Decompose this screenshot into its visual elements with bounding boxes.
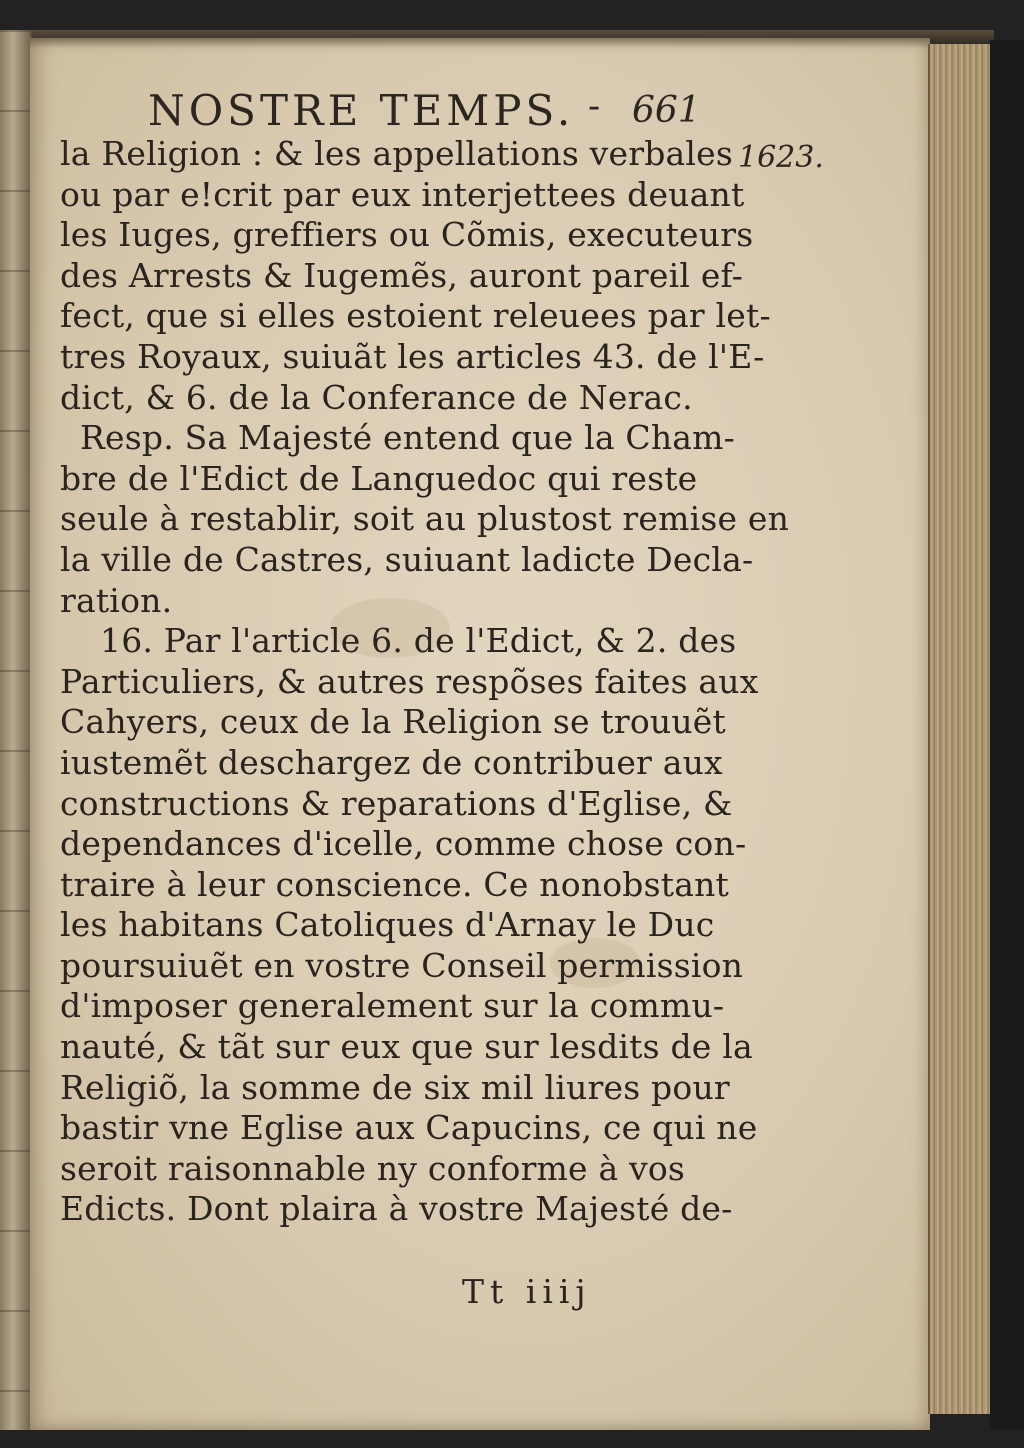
text-line: traire à leur conscience. Ce nonobstant <box>60 864 729 904</box>
text-line: nauté, & tãt sur eux que sur lesdits de la <box>60 1027 753 1067</box>
text-line: tres Royaux, suiuãt les articles 43. de l'E- <box>60 336 765 376</box>
text-line: bre de l'Edict de Languedoc qui reste <box>60 458 698 498</box>
text-line: bastir vne Eglise aux Capucins, ce qui ne <box>60 1108 758 1148</box>
text-line: la Religion : & les appellations verbales <box>60 134 734 173</box>
text-line: Edicts. Dont plaira à vostre Majesté de- <box>60 1189 733 1229</box>
running-head <box>148 86 708 136</box>
signature-mark: Tt iiij <box>462 1272 592 1311</box>
text-line: Religiõ, la somme de six mil liures pour <box>60 1067 730 1107</box>
text-line: les Iuges, greffiers ou Cõmis, executeurs <box>60 215 754 255</box>
text-line: Resp. Sa Majesté entend que la Cham- <box>80 418 736 458</box>
text-line: dependances d'icelle, comme chose con- <box>60 824 747 864</box>
text-line: constructions & reparations d'Eglise, & <box>60 783 733 823</box>
text-line: poursuiuẽt en vostre Conseil permission <box>60 945 744 985</box>
text-line: iustemẽt deschargez de contribuer aux <box>60 742 723 782</box>
margin-note-year: 1623. <box>738 140 824 175</box>
page-stack-edge <box>928 44 996 1414</box>
background-shadow <box>990 40 1024 1430</box>
text-line: fect, que si elles estoient releuees par let- <box>60 296 771 336</box>
text-line: les habitans Catoliques d'Arnay le Duc <box>60 905 715 945</box>
running-head-title: NOSTRE TEMPS. <box>148 86 575 135</box>
facing-page-text-traces <box>0 30 32 1430</box>
text-line: d'imposer generalement sur la commu- <box>60 986 725 1026</box>
text-line: 16. Par l'article 6. de l'Edict, & 2. des <box>100 621 737 661</box>
text-line: seroit raisonnable ny conforme à vos <box>60 1148 686 1188</box>
page-top-shadow <box>30 30 994 48</box>
text-line: Cahyers, ceux de la Religion se trouuẽt <box>60 702 726 742</box>
running-head-dash: - <box>588 86 601 127</box>
text-line: ou par e!crit par eux interjettees deuant <box>60 174 745 214</box>
text-line: la ville de Castres, suiuant ladicte Decla- <box>60 539 754 579</box>
page-number: 661 <box>632 90 701 131</box>
text-line: Particuliers, & autres respõses faites aux <box>60 661 759 701</box>
text-line: dict, & 6. de la Conferance de Nerac. <box>60 377 693 417</box>
text-line: ration. <box>60 580 173 620</box>
text-line: seule à restablir, soit au plustost remise en <box>60 499 790 539</box>
text-line: des Arrests & Iugemẽs, auront pareil ef- <box>60 255 744 295</box>
